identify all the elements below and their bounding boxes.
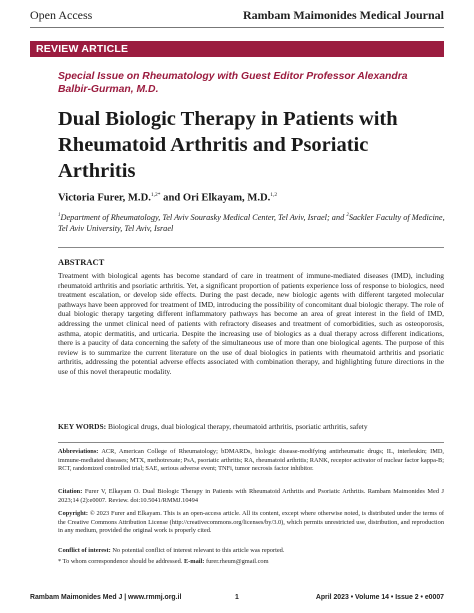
affiliation-marker: 2 bbox=[346, 213, 349, 218]
footer-journal: Rambam Maimonides Med J | www.rmmj.org.il bbox=[30, 594, 182, 601]
page-footer bbox=[30, 594, 444, 606]
correspondence-email[interactable]: furer.rheum@gmail.com bbox=[204, 558, 269, 565]
abbreviations-text: ACR, American College of Rheumatology; bDMARDs, biologic disease-modifying antirheumatic drugs; IL, interleukin; IMD, immune-mediated diseases; MTX, methotrexate; PsA, psoriatic arthritis; RA, rheumatoid arthritis; RANK, receptor activator of nuclear factor kappa-B; RCT, randomized controlled trial; SAE, serious adverse event; TNFi, tumor necrosis factor inhibitor. bbox=[58, 448, 444, 473]
journal-header bbox=[30, 8, 444, 26]
article-type-banner bbox=[30, 41, 444, 57]
footer-issue-info: April 2023 • Volume 14 • Issue 2 • e0007 bbox=[315, 594, 444, 601]
author-affiliation-marker: 1,2* bbox=[150, 192, 161, 198]
coi-text: No potential conflict of interest relevant to this article was reported. bbox=[110, 547, 285, 554]
author-conjunction: and bbox=[160, 192, 183, 204]
article-title: Dual Biologic Therapy in Patients with Rheumatoid Arthritis and Psoriatic Arthritis bbox=[58, 108, 398, 182]
open-access-label: Open Access bbox=[30, 8, 93, 22]
keywords bbox=[58, 422, 444, 432]
copyright-label: Copyright: bbox=[58, 510, 88, 517]
author-name: Victoria Furer, M.D. bbox=[58, 192, 151, 204]
author-list bbox=[58, 192, 438, 204]
section-divider bbox=[58, 442, 444, 443]
citation-note bbox=[58, 488, 444, 505]
abbreviations-note bbox=[58, 448, 444, 474]
keywords-text: Biological drugs, dual biological therapy, rheumatoid arthritis, psoriatic arthritis, safety bbox=[106, 422, 368, 431]
abstract-heading: ABSTRACT bbox=[58, 257, 105, 267]
abbreviations-label: Abbreviations: bbox=[58, 448, 99, 455]
journal-name: Rambam Maimonides Medical Journal bbox=[243, 8, 444, 22]
author-name: Ori Elkayam, M.D. bbox=[182, 192, 271, 204]
correspondence-text: * To whom correspondence should be addressed. bbox=[58, 558, 184, 565]
header-divider bbox=[30, 27, 444, 28]
affiliation-text: Sackler Faculty of Medicine, Tel Aviv University, Tel Aviv, Israel bbox=[58, 212, 445, 233]
email-label: E-mail: bbox=[183, 558, 205, 565]
coi-label: Conflict of interest: bbox=[58, 547, 111, 554]
affiliation-marker: 1 bbox=[58, 213, 61, 218]
copyright-note bbox=[58, 510, 444, 536]
article-type-label: REVIEW ARTICLE bbox=[36, 43, 129, 55]
citation-label: Citation: bbox=[58, 488, 83, 495]
section-divider bbox=[58, 247, 444, 248]
page-number: 1 bbox=[235, 594, 239, 601]
affiliations bbox=[58, 210, 448, 234]
special-issue-note: Special Issue on Rheumatology with Guest Editor Professor Alexandra Balbir-Gurman, M.D. bbox=[58, 71, 408, 95]
correspondence-note bbox=[58, 558, 444, 567]
author-affiliation-marker: 1,2 bbox=[270, 192, 278, 198]
keywords-label: KEY WORDS: bbox=[58, 422, 107, 431]
affiliation-text: Department of Rheumatology, Tel Aviv Sourasky Medical Center, Tel Aviv, Israel; and bbox=[60, 212, 347, 222]
citation-text: Furer V, Elkayam O. Dual Biologic Therapy in Patients with Rheumatoid Arthritis and Psoriatic Arthritis. Rambam Maimonides Med J 2023;14 (2):e0007. Review. doi:10.5041/RMMJ.10494 bbox=[58, 488, 444, 504]
abstract-body: Treatment with biological agents has become standard of care in treatment of immune-mediated diseases (IMD), including rheumatoid arthritis and psoriatic arthritis. Yet, a significant proportion of patients experience loss of response to biologics, need treatment escalation, or develop side effects. During the past decade, new biologic agents with different targeted molecular pathways have been approved for treatment of IMD, introducing the possibility of concomitant dual biologic therapy. The role of dual biologic therapy targeting different inflammatory pathways has become an area of great interest in the field of IMD, addressing the unmet clinical need of patients with refractory diseases and treatment of comorbidities, such as osteoporosis, asthma, atopic dermatitis, and urticaria. Despite the increasing use of biologics as a dual therapy across different indications, there is a paucity of data concerning the safety of the simultaneous use of more than one biological agents. The purpose of this review is to summarize the current literature on the use of dual biologics in patients with rheumatoid arthritis and psoriatic arthritis, addressing the potential adverse effects associated with combination therapy, and highlighting future directions in the use of this novel therapeutic modality. bbox=[58, 271, 444, 376]
copyright-text: © 2023 Furer and Elkayam. This is an open-access article. All its content, except where otherwise noted, is distributed under the terms of the Creative Commons Attribution License (http://creativecommons.org/licenses/by/3.0), which permits unrestricted use, distribution, and reproduction in any medium, provided the original work is properly cited. bbox=[58, 510, 444, 535]
conflict-of-interest-note bbox=[58, 547, 444, 556]
